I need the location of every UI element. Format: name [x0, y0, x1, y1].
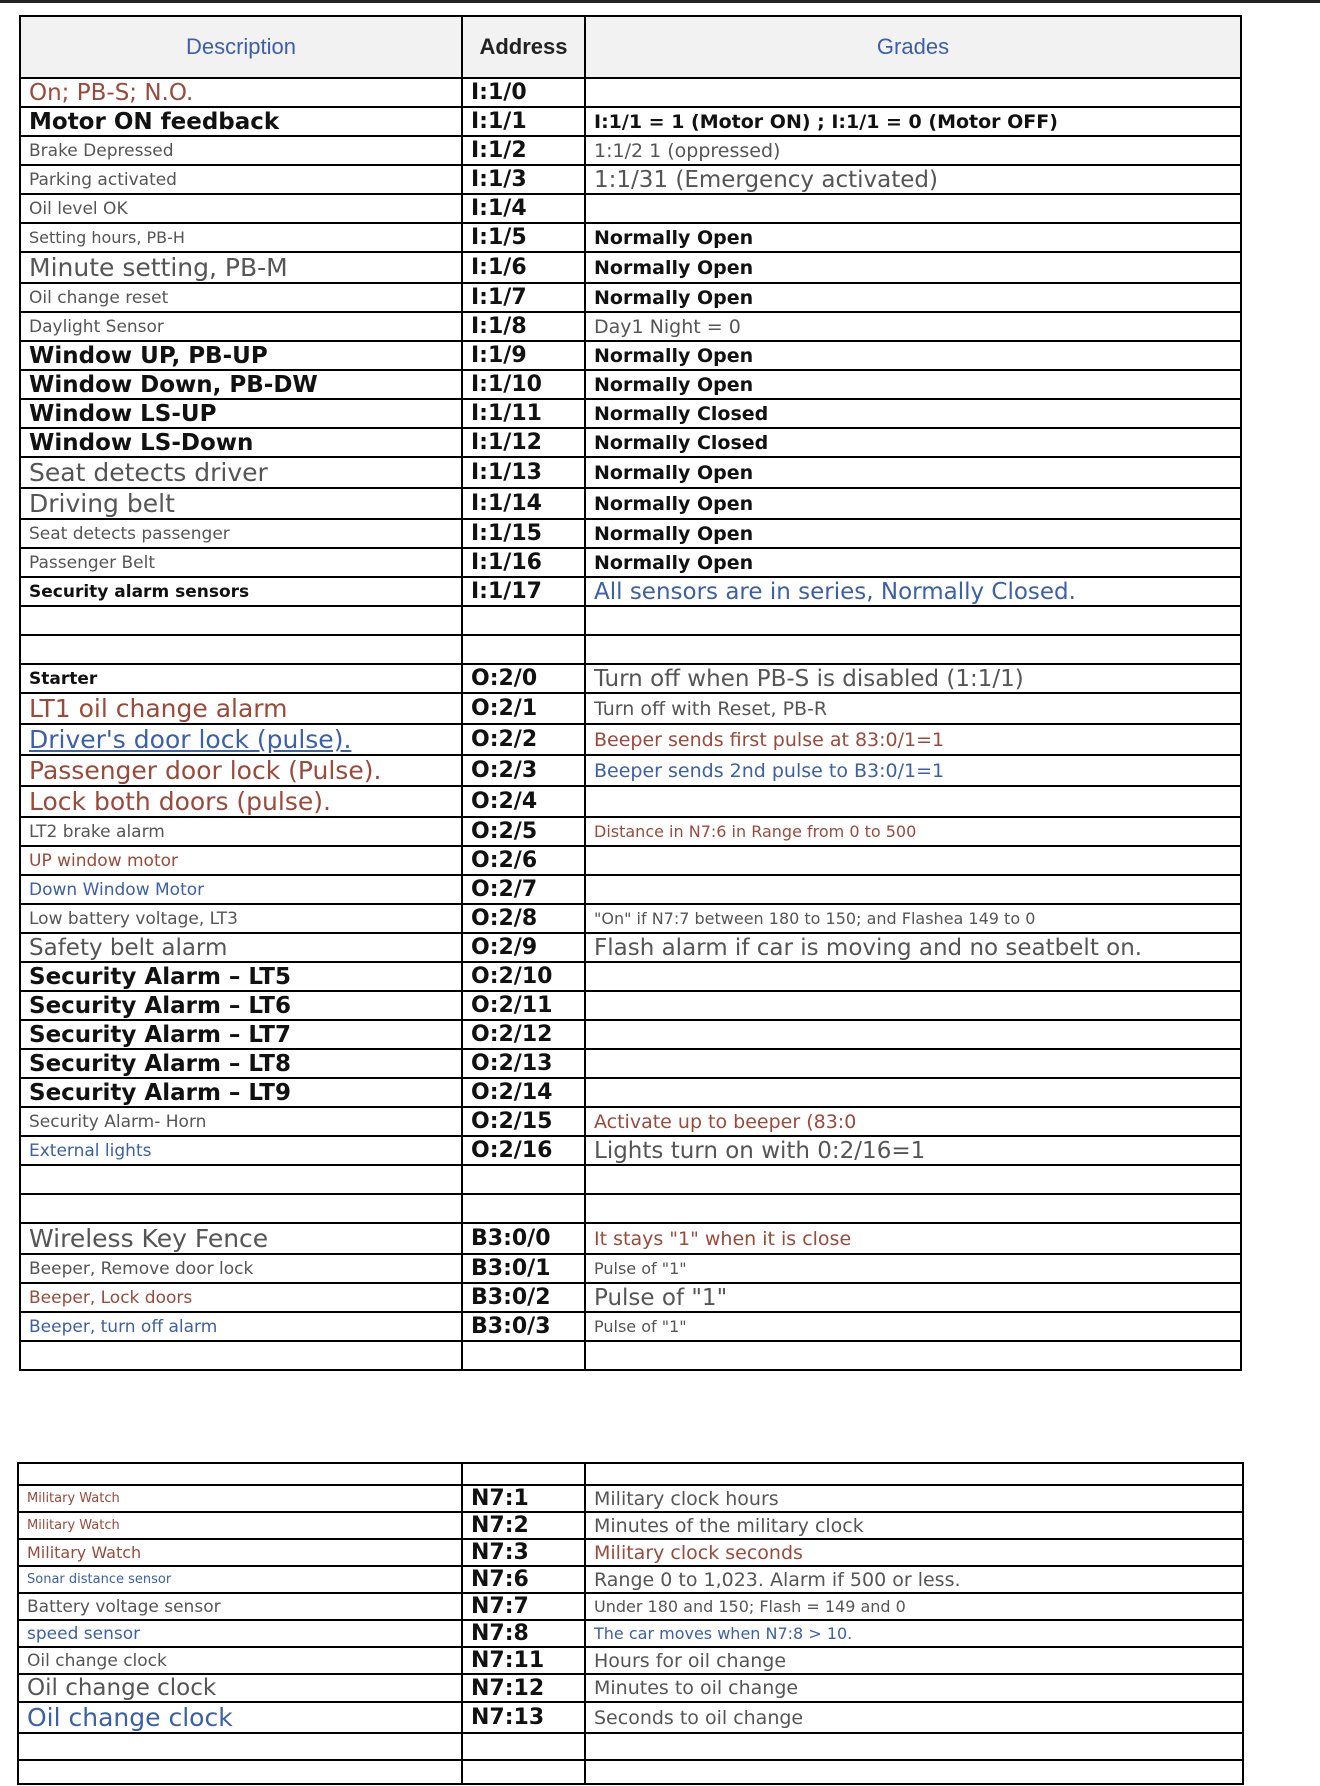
address-cell: O:2/3 — [462, 755, 585, 786]
description-cell: Military Watch — [18, 1485, 462, 1512]
table-row — [20, 399, 1241, 428]
table-row — [20, 846, 1241, 875]
table-row — [20, 78, 1241, 107]
description-cell: Security Alarm – LT6 — [20, 991, 462, 1020]
grades-cell: Normally Open — [585, 252, 1241, 283]
integer-address-table — [17, 1462, 1244, 1785]
address-cell: I:1/14 — [462, 488, 585, 519]
description-cell: LT1 oil change alarm — [20, 693, 462, 724]
grades-cell: Seconds to oil change — [585, 1702, 1243, 1733]
grades-cell: 1:1/31 (Emergency activated) — [585, 165, 1241, 194]
grades-cell — [585, 1078, 1241, 1107]
description-cell: Setting hours, PB-H — [20, 223, 462, 252]
description-cell: Minute setting, PB-M — [20, 252, 462, 283]
description-cell: Battery voltage sensor — [18, 1593, 462, 1620]
description-cell: Starter — [20, 664, 462, 693]
table-row — [20, 488, 1241, 519]
table-row — [20, 283, 1241, 312]
table-row — [20, 107, 1241, 136]
grades-cell: Normally Closed — [585, 428, 1241, 457]
table-row — [20, 519, 1241, 548]
address-cell: I:1/9 — [462, 341, 585, 370]
description-cell: Security Alarm – LT7 — [20, 1020, 462, 1049]
address-cell: O:2/1 — [462, 693, 585, 724]
grades-cell: Normally Open — [585, 341, 1241, 370]
table-row — [18, 1485, 1243, 1512]
address-cell: N7:1 — [462, 1485, 585, 1512]
table-row — [20, 1020, 1241, 1049]
grades-cell — [585, 1165, 1241, 1194]
address-cell: O:2/2 — [462, 724, 585, 755]
table-row — [20, 962, 1241, 991]
description-cell: Military Watch — [18, 1539, 462, 1566]
grades-cell: Turn off with Reset, PB-R — [585, 693, 1241, 724]
description-cell: Driver's door lock (pulse). — [20, 724, 462, 755]
grades-cell: It stays "1" when it is close — [585, 1223, 1241, 1254]
description-cell: LT2 brake alarm — [20, 817, 462, 846]
table-row — [20, 635, 1241, 664]
description-cell: Security Alarm – LT9 — [20, 1078, 462, 1107]
column-header-description: Description — [20, 16, 462, 78]
table-row — [20, 341, 1241, 370]
grades-cell: "On" if N7:7 between 180 to 150; and Flashea 149 to 0 — [585, 904, 1241, 933]
table-row — [20, 252, 1241, 283]
address-cell: B3:0/0 — [462, 1223, 585, 1254]
grades-cell: Normally Open — [585, 223, 1241, 252]
description-cell: Daylight Sensor — [20, 312, 462, 341]
address-cell — [462, 1760, 585, 1784]
description-cell: Military Watch — [18, 1512, 462, 1539]
table-row — [18, 1539, 1243, 1566]
description-cell: Security alarm sensors — [20, 577, 462, 606]
address-cell: O:2/14 — [462, 1078, 585, 1107]
grades-cell — [585, 635, 1241, 664]
description-cell — [20, 606, 462, 635]
table-row — [18, 1760, 1243, 1784]
address-cell: B3:0/1 — [462, 1254, 585, 1283]
address-cell: I:1/7 — [462, 283, 585, 312]
grades-cell — [585, 1194, 1241, 1223]
description-cell: Security Alarm – LT8 — [20, 1049, 462, 1078]
description-cell: Seat detects passenger — [20, 519, 462, 548]
description-cell: Driving belt — [20, 488, 462, 519]
description-cell: Passenger door lock (Pulse). — [20, 755, 462, 786]
address-cell: N7:6 — [462, 1566, 585, 1593]
table-row — [20, 1312, 1241, 1341]
io-address-table — [19, 15, 1242, 1371]
description-cell: Oil change clock — [18, 1647, 462, 1674]
description-cell: speed sensor — [18, 1620, 462, 1647]
grades-cell — [585, 606, 1241, 635]
table-row — [20, 693, 1241, 724]
address-cell: O:2/4 — [462, 786, 585, 817]
grades-cell — [585, 194, 1241, 223]
grades-cell — [585, 786, 1241, 817]
address-cell: I:1/11 — [462, 399, 585, 428]
grades-cell: Military clock seconds — [585, 1539, 1243, 1566]
address-cell: I:1/15 — [462, 519, 585, 548]
table-row — [18, 1733, 1243, 1760]
grades-cell: Distance in N7:6 in Range from 0 to 500 — [585, 817, 1241, 846]
table-row — [20, 312, 1241, 341]
address-cell: O:2/8 — [462, 904, 585, 933]
address-cell: O:2/5 — [462, 817, 585, 846]
address-cell: I:1/13 — [462, 457, 585, 488]
description-cell: Low battery voltage, LT3 — [20, 904, 462, 933]
table-row — [18, 1647, 1243, 1674]
grades-cell: Range 0 to 1,023. Alarm if 500 or less. — [585, 1566, 1243, 1593]
grades-cell: Beeper sends first pulse at 83:0/1=1 — [585, 724, 1241, 755]
description-cell: On; PB-S; N.O. — [20, 78, 462, 107]
table-row — [20, 1341, 1241, 1370]
grades-cell: Hours for oil change — [585, 1647, 1243, 1674]
address-cell: O:2/0 — [462, 664, 585, 693]
description-cell — [20, 1194, 462, 1223]
table-row — [20, 194, 1241, 223]
description-cell: Window LS-Down — [20, 428, 462, 457]
address-cell: O:2/16 — [462, 1136, 585, 1165]
table-row — [20, 370, 1241, 399]
table-row — [20, 904, 1241, 933]
address-cell: O:2/11 — [462, 991, 585, 1020]
address-cell: O:2/13 — [462, 1049, 585, 1078]
description-cell: Passenger Belt — [20, 548, 462, 577]
address-cell — [462, 606, 585, 635]
grades-cell — [585, 875, 1241, 904]
table-row — [20, 724, 1241, 755]
table-row — [20, 817, 1241, 846]
table-row — [18, 1566, 1243, 1593]
description-cell: Brake Depressed — [20, 136, 462, 165]
grades-cell: Normally Open — [585, 370, 1241, 399]
address-cell: I:1/5 — [462, 223, 585, 252]
description-cell: Seat detects driver — [20, 457, 462, 488]
grades-cell: Under 180 and 150; Flash = 149 and 0 — [585, 1593, 1243, 1620]
description-cell: Lock both doors (pulse). — [20, 786, 462, 817]
grades-cell: Normally Open — [585, 283, 1241, 312]
grades-cell: Turn off when PB-S is disabled (1:1/1) — [585, 664, 1241, 693]
grades-cell: Military clock hours — [585, 1485, 1243, 1512]
table-row — [18, 1463, 1243, 1485]
table-row — [20, 165, 1241, 194]
description-cell: Security Alarm – LT5 — [20, 962, 462, 991]
address-cell: I:1/10 — [462, 370, 585, 399]
description-cell: Window Down, PB-DW — [20, 370, 462, 399]
grades-cell: Lights turn on with 0:2/16=1 — [585, 1136, 1241, 1165]
description-cell — [18, 1733, 462, 1760]
grades-cell — [585, 1049, 1241, 1078]
table-header-row — [20, 16, 1241, 78]
grades-cell — [585, 1341, 1241, 1370]
table-row — [18, 1674, 1243, 1702]
address-cell: I:1/0 — [462, 78, 585, 107]
address-cell: O:2/6 — [462, 846, 585, 875]
address-cell: I:1/8 — [462, 312, 585, 341]
description-cell — [18, 1463, 462, 1485]
table-row — [18, 1512, 1243, 1539]
address-cell — [462, 635, 585, 664]
address-cell: I:1/6 — [462, 252, 585, 283]
table-row — [20, 457, 1241, 488]
table-row — [18, 1702, 1243, 1733]
address-cell — [462, 1463, 585, 1485]
address-cell: I:1/17 — [462, 577, 585, 606]
address-cell: N7:2 — [462, 1512, 585, 1539]
address-cell: N7:12 — [462, 1674, 585, 1702]
column-header-grades: Grades — [585, 16, 1241, 78]
address-cell: I:1/4 — [462, 194, 585, 223]
table-row — [20, 1283, 1241, 1312]
column-header-address: Address — [462, 16, 585, 78]
grades-cell — [585, 78, 1241, 107]
address-cell: N7:13 — [462, 1702, 585, 1733]
description-cell: Oil change reset — [20, 283, 462, 312]
description-cell — [20, 635, 462, 664]
grades-cell: Normally Open — [585, 519, 1241, 548]
description-cell: Safety belt alarm — [20, 933, 462, 962]
grades-cell: Day1 Night = 0 — [585, 312, 1241, 341]
table-row — [20, 1194, 1241, 1223]
grades-cell — [585, 1760, 1243, 1784]
grades-cell: Minutes to oil change — [585, 1674, 1243, 1702]
description-cell: External lights — [20, 1136, 462, 1165]
table-row — [18, 1593, 1243, 1620]
grades-cell: Normally Open — [585, 488, 1241, 519]
grades-cell: Pulse of "1" — [585, 1312, 1241, 1341]
grades-cell — [585, 962, 1241, 991]
address-cell: O:2/12 — [462, 1020, 585, 1049]
table-row — [20, 933, 1241, 962]
table-row — [20, 577, 1241, 606]
description-cell: Beeper, Lock doors — [20, 1283, 462, 1312]
grades-cell: I:1/1 = 1 (Motor ON) ; I:1/1 = 0 (Motor OFF) — [585, 107, 1241, 136]
grades-cell: Normally Closed — [585, 399, 1241, 428]
description-cell: Window UP, PB-UP — [20, 341, 462, 370]
grades-cell: The car moves when N7:8 > 10. — [585, 1620, 1243, 1647]
grades-cell: Normally Open — [585, 457, 1241, 488]
table-row — [20, 548, 1241, 577]
table-row — [20, 1223, 1241, 1254]
grades-cell — [585, 1733, 1243, 1760]
grades-cell: All sensors are in series, Normally Closed. — [585, 577, 1241, 606]
address-cell: I:1/3 — [462, 165, 585, 194]
description-cell: Security Alarm- Horn — [20, 1107, 462, 1136]
table-row — [20, 991, 1241, 1020]
table-row — [20, 136, 1241, 165]
description-cell: Beeper, Remove door lock — [20, 1254, 462, 1283]
address-cell: N7:11 — [462, 1647, 585, 1674]
table-row — [20, 786, 1241, 817]
description-cell — [20, 1341, 462, 1370]
address-cell: O:2/9 — [462, 933, 585, 962]
address-cell: O:2/15 — [462, 1107, 585, 1136]
description-cell: Window LS-UP — [20, 399, 462, 428]
address-cell: I:1/1 — [462, 107, 585, 136]
description-cell: Sonar distance sensor — [18, 1566, 462, 1593]
address-cell — [462, 1733, 585, 1760]
address-cell: B3:0/2 — [462, 1283, 585, 1312]
table-row — [20, 1107, 1241, 1136]
table-row — [20, 1254, 1241, 1283]
address-cell: O:2/7 — [462, 875, 585, 904]
table-row — [20, 1136, 1241, 1165]
grades-cell: Normally Open — [585, 548, 1241, 577]
address-cell: I:1/16 — [462, 548, 585, 577]
description-cell: Oil level OK — [20, 194, 462, 223]
address-cell: B3:0/3 — [462, 1312, 585, 1341]
table-row — [20, 664, 1241, 693]
address-cell: O:2/10 — [462, 962, 585, 991]
table-row — [20, 1049, 1241, 1078]
table-row — [20, 606, 1241, 635]
table-row — [20, 1165, 1241, 1194]
grades-cell: Minutes of the military clock — [585, 1512, 1243, 1539]
description-cell: Oil change clock — [18, 1702, 462, 1733]
grades-cell: 1:1/2 1 (oppressed) — [585, 136, 1241, 165]
grades-cell: Activate up to beeper (83:0 — [585, 1107, 1241, 1136]
grades-cell: Beeper sends 2nd pulse to B3:0/1=1 — [585, 755, 1241, 786]
description-cell — [18, 1760, 462, 1784]
grades-cell — [585, 1463, 1243, 1485]
table-row — [18, 1620, 1243, 1647]
address-cell — [462, 1165, 585, 1194]
grades-cell: Pulse of "1" — [585, 1254, 1241, 1283]
description-cell: Parking activated — [20, 165, 462, 194]
description-cell — [20, 1165, 462, 1194]
table-row — [20, 223, 1241, 252]
table-row — [20, 428, 1241, 457]
table-row — [20, 1078, 1241, 1107]
grades-cell — [585, 846, 1241, 875]
address-cell: N7:8 — [462, 1620, 585, 1647]
grades-cell: Pulse of "1" — [585, 1283, 1241, 1312]
address-cell: I:1/12 — [462, 428, 585, 457]
description-cell: Wireless Key Fence — [20, 1223, 462, 1254]
description-cell: Beeper, turn off alarm — [20, 1312, 462, 1341]
address-cell — [462, 1194, 585, 1223]
address-cell: N7:3 — [462, 1539, 585, 1566]
grades-cell — [585, 1020, 1241, 1049]
address-cell: N7:7 — [462, 1593, 585, 1620]
table-row — [20, 875, 1241, 904]
description-cell: Down Window Motor — [20, 875, 462, 904]
description-cell: UP window motor — [20, 846, 462, 875]
top-border-line — [0, 0, 1320, 3]
grades-cell — [585, 991, 1241, 1020]
address-cell — [462, 1341, 585, 1370]
address-cell: I:1/2 — [462, 136, 585, 165]
description-cell: Motor ON feedback — [20, 107, 462, 136]
table-row — [20, 755, 1241, 786]
grades-cell: Flash alarm if car is moving and no seatbelt on. — [585, 933, 1241, 962]
description-cell: Oil change clock — [18, 1674, 462, 1702]
